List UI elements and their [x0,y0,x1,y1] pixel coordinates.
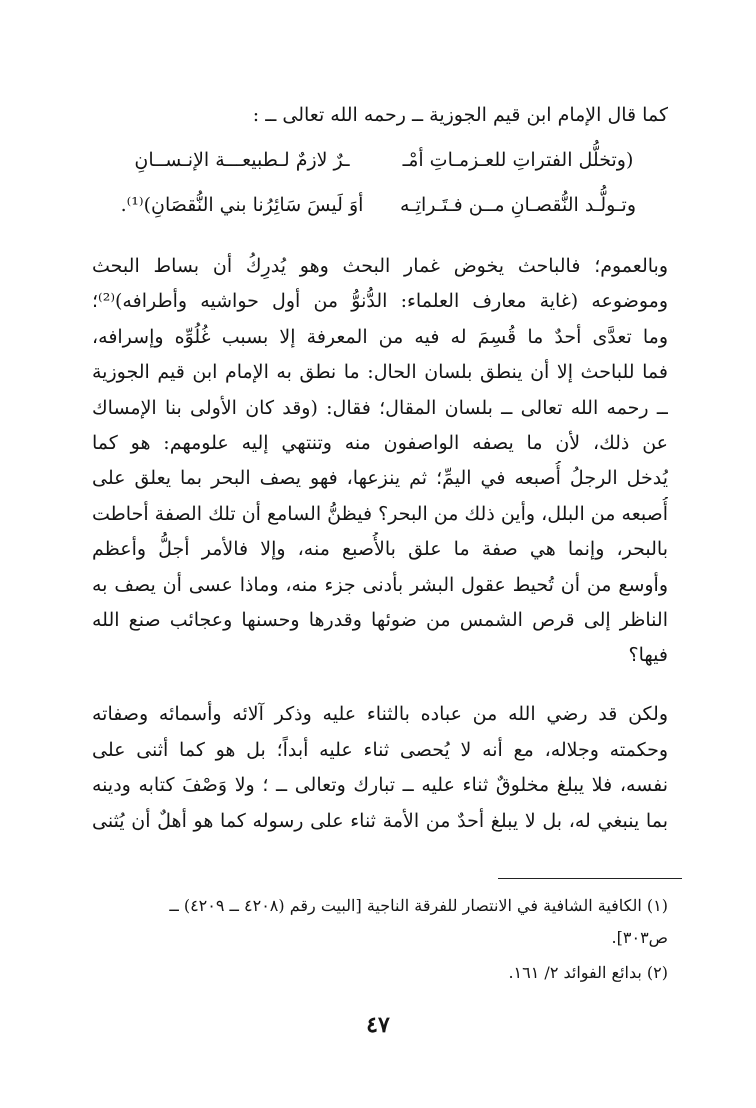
poem-hemistich-first: وتـولُّـد النُّقصـانِ مــن فـتَـراتِـه [399,194,636,216]
text-line: وموضوعه (غاية معارف العلماء: الدُّنوُّ من أول حواشيه وأطرافه)⁽²⁾؛ [92,290,668,313]
text-line: وبالعموم؛ فالباحث يخوض غمار البحث وهو يُدرِكُ أن بساط البحث [92,255,668,277]
text-line: عن ذلك، لأن ما يصفه الواصفون منه وتنتهي إليه علومهم: هو كما [92,432,668,454]
text-line: بالبحر، وإنما هي صفة ما علق بالأُصبع منه، وإلا فالأمر أجلُّ وأعظم [92,538,668,561]
text-line: أُصبعه من البلل، وأين ذلك من البحر؟ فيظنُّ السامع أن تلك الصفة أحاطت [92,502,668,525]
text-line: فيها؟ [628,644,668,667]
text-line: ــ رحمه الله تعالى ــ بلسان المقال؛ فقال: (وقد كان الأولى بنا الإمساك [92,396,668,419]
intro-line: كما قال الإمام ابن قيم الجوزية ــ رحمه الله تعالى ــ : [252,104,668,126]
poem-verse-2 [92,185,668,225]
text-line: نفسه، فلا يبلغ مخلوقٌ ثناء عليه ــ تبارك وتعالى ــ ؛ ولا وَصْفَ كتابه ودينه [92,774,668,796]
footnote-1-line-1: (١) الكافية الشافية في الانتصار للفرقة الناجية [البيت رقم (٤٢٠٨ ــ ٤٢٠٩) ــ [169,896,668,915]
text-line: فما للباحث إلا أن ينطق بلسان الحال: ما نطق به الإمام ابن قيم الجوزية [92,361,668,384]
poem-hemistich-second: ـرٌ لازمٌ لـطبيعـــة الإنـســانِ [134,149,350,171]
page-number: ٤٧ [366,1012,390,1038]
text-line: وما تعدَّى أحدٌ ما قُسِمَ له فيه من المعرفة إلا بسبب غُلُوِّه وإسرافه، [92,325,668,348]
poem-verse-1 [92,140,668,180]
poem-hemistich-second: أوَ لَيسَ سَائِرُنا بني النُّقصَانِ)⁽¹⁾. [120,194,364,216]
poem-hemistich-first: (وتخلُّل الفتراتِ للعـزمـاتِ أمْـ [402,149,634,171]
text-line: الناظر إلى قرص الشمس من ضوئها وقدرها وحسنها وعجائب صنع الله [92,609,668,631]
text-line: يُدخل الرجلُ أُصبعه في اليمِّ؛ ثم ينزعها، فهو يصف البحر بما يعلق على [92,467,668,490]
text-line: وحكمته وجلاله، مع أنه لا يُحصى ثناء عليه أبداً؛ بل هو كما أثنى على [92,738,668,761]
footnote-1-line-2: ص٣٠٣]. [611,928,668,947]
text-line: ولكن قد رضي الله من عباده بالثناء عليه وذكر آلائه وأسمائه وصفاته [92,703,668,725]
footnote-2: (٢) بدائع الفوائد ٢/ ١٦١. [508,963,668,982]
footnote-separator [498,878,682,879]
text-line: وأوسع من أن تُحيط عقول البشر بأدنى جزء منه، وماذا عسى أن يصف به [92,573,668,596]
text-line: بما ينبغي له، بل لا يبلغ أحدٌ من الأمة ثناء على رسوله كما هو أهلٌ أن يُثنى [92,809,668,832]
